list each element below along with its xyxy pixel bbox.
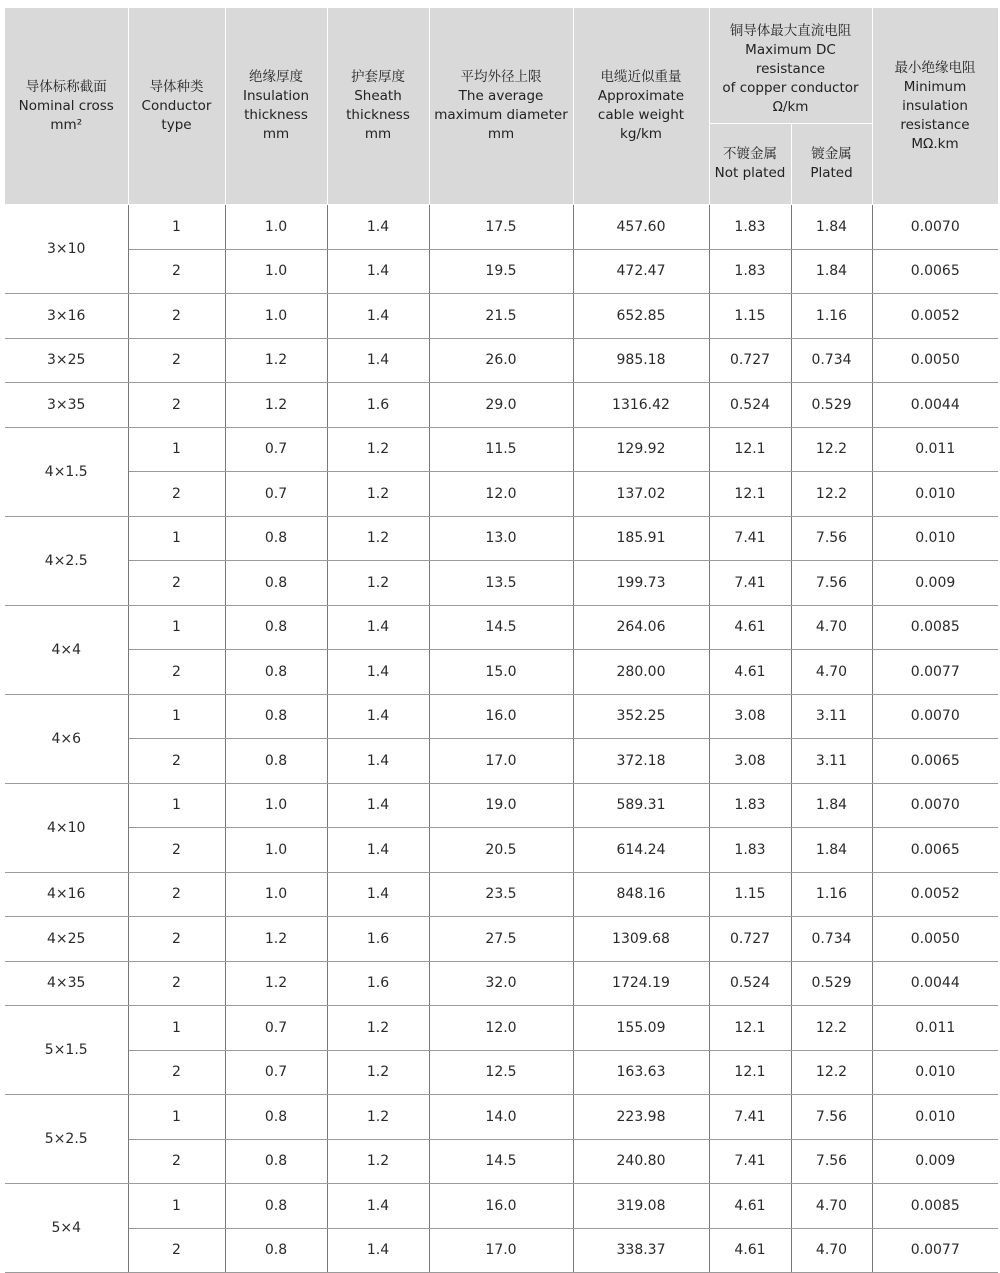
cable-spec-table — [5, 8, 999, 1273]
table-cell: 2 — [128, 872, 225, 917]
table-row — [5, 383, 998, 428]
table-cell: 2 — [128, 739, 225, 784]
table-cell: 12.1 — [709, 1006, 791, 1051]
table-cell: 1.0 — [225, 294, 327, 339]
table-cell: 1.2 — [327, 1095, 429, 1140]
cell-nominal-size: 4×1.5 — [5, 427, 128, 516]
table-cell: 16.0 — [429, 1184, 573, 1229]
table-cell: 14.5 — [429, 605, 573, 650]
table-cell: 0.0050 — [872, 917, 998, 962]
table-cell: 0.0065 — [872, 739, 998, 784]
table-cell: 4.70 — [791, 650, 872, 695]
table-cell: 12.2 — [791, 427, 872, 472]
table-cell: 1.0 — [225, 249, 327, 294]
header-dc-resistance: 铜导体最大直流电阻 Maximum DC resistance of copper conductor Ω/km — [709, 8, 872, 124]
table-cell: 1.2 — [327, 1139, 429, 1184]
table-cell: 1.84 — [791, 828, 872, 873]
table-row — [5, 1050, 998, 1095]
table-cell: 15.0 — [429, 650, 573, 695]
table-cell: 2 — [128, 917, 225, 962]
table-row — [5, 783, 998, 828]
table-cell: 3.08 — [709, 694, 791, 739]
table-header — [5, 8, 998, 205]
table-cell: 1.2 — [327, 1050, 429, 1095]
header-insulation-thickness: 绝缘厚度 Insulation thickness mm — [225, 8, 327, 205]
table-cell: 1.83 — [709, 783, 791, 828]
cell-nominal-size: 5×1.5 — [5, 1006, 128, 1095]
table-cell: 0.727 — [709, 338, 791, 383]
table-cell: 1.0 — [225, 783, 327, 828]
table-cell: 1.2 — [225, 917, 327, 962]
table-cell: 1.83 — [709, 205, 791, 250]
table-cell: 0.8 — [225, 1139, 327, 1184]
table-cell: 2 — [128, 961, 225, 1006]
table-cell: 3.08 — [709, 739, 791, 784]
table-cell: 32.0 — [429, 961, 573, 1006]
table-cell: 1.4 — [327, 828, 429, 873]
table-cell: 1 — [128, 694, 225, 739]
table-cell: 2 — [128, 828, 225, 873]
table-cell: 16.0 — [429, 694, 573, 739]
table-cell: 1 — [128, 1095, 225, 1140]
table-row — [5, 1184, 998, 1229]
table-cell: 1.4 — [327, 650, 429, 695]
table-cell: 1.83 — [709, 249, 791, 294]
table-cell: 0.010 — [872, 472, 998, 517]
table-cell: 2 — [128, 383, 225, 428]
table-cell: 319.08 — [573, 1184, 709, 1229]
table-cell: 26.0 — [429, 338, 573, 383]
table-row — [5, 828, 998, 873]
table-row — [5, 694, 998, 739]
table-cell: 0.0052 — [872, 294, 998, 339]
table-cell: 17.0 — [429, 1228, 573, 1273]
table-cell: 12.2 — [791, 472, 872, 517]
table-row — [5, 961, 998, 1006]
table-cell: 12.0 — [429, 472, 573, 517]
table-cell: 457.60 — [573, 205, 709, 250]
cell-nominal-size: 4×16 — [5, 872, 128, 917]
table-cell: 1.0 — [225, 828, 327, 873]
table-cell: 1.84 — [791, 783, 872, 828]
table-cell: 1.84 — [791, 205, 872, 250]
table-cell: 7.41 — [709, 1095, 791, 1140]
table-cell: 7.56 — [791, 516, 872, 561]
table-cell: 12.2 — [791, 1050, 872, 1095]
table-cell: 985.18 — [573, 338, 709, 383]
table-cell: 280.00 — [573, 650, 709, 695]
table-cell: 0.7 — [225, 1006, 327, 1051]
table-cell: 1.4 — [327, 872, 429, 917]
table-cell: 0.009 — [872, 561, 998, 606]
table-cell: 4.61 — [709, 650, 791, 695]
table-cell: 0.529 — [791, 961, 872, 1006]
table-cell: 1.4 — [327, 294, 429, 339]
table-cell: 1.2 — [327, 561, 429, 606]
header-cable-weight: 电缆近似重量 Approximate cable weight kg/km — [573, 8, 709, 205]
table-row — [5, 472, 998, 517]
table-cell: 2 — [128, 650, 225, 695]
table-cell: 0.0065 — [872, 249, 998, 294]
table-cell: 1.4 — [327, 338, 429, 383]
table-cell: 4.70 — [791, 1228, 872, 1273]
cell-nominal-size: 5×4 — [5, 1184, 128, 1273]
table-cell: 352.25 — [573, 694, 709, 739]
header-conductor-type: 导体种类 Conductor type — [128, 8, 225, 205]
table-cell: 137.02 — [573, 472, 709, 517]
table-cell: 2 — [128, 294, 225, 339]
table-row — [5, 561, 998, 606]
table-cell: 14.5 — [429, 1139, 573, 1184]
table-cell: 1.4 — [327, 205, 429, 250]
table-cell: 1309.68 — [573, 917, 709, 962]
table-cell: 0.0070 — [872, 205, 998, 250]
table-cell: 7.41 — [709, 516, 791, 561]
table-cell: 1.83 — [709, 828, 791, 873]
table-cell: 1.2 — [225, 961, 327, 1006]
table-cell: 614.24 — [573, 828, 709, 873]
table-row — [5, 338, 998, 383]
table-cell: 4.70 — [791, 1184, 872, 1229]
table-cell: 0.0077 — [872, 650, 998, 695]
table-cell: 0.8 — [225, 694, 327, 739]
table-cell: 589.31 — [573, 783, 709, 828]
table-cell: 163.63 — [573, 1050, 709, 1095]
table-row — [5, 1095, 998, 1140]
table-cell: 1.4 — [327, 1228, 429, 1273]
header-not-plated: 不镀金属 Not plated — [709, 124, 791, 205]
table-cell: 29.0 — [429, 383, 573, 428]
table-cell: 1.6 — [327, 383, 429, 428]
table-cell: 0.8 — [225, 516, 327, 561]
table-cell: 0.0044 — [872, 383, 998, 428]
table-cell: 27.5 — [429, 917, 573, 962]
table-cell: 12.1 — [709, 427, 791, 472]
table-cell: 12.2 — [791, 1006, 872, 1051]
table-cell: 223.98 — [573, 1095, 709, 1140]
table-cell: 0.727 — [709, 917, 791, 962]
table-cell: 372.18 — [573, 739, 709, 784]
cell-nominal-size: 3×10 — [5, 205, 128, 294]
table-cell: 12.1 — [709, 1050, 791, 1095]
table-row — [5, 650, 998, 695]
table-cell: 23.5 — [429, 872, 573, 917]
cell-nominal-size: 3×25 — [5, 338, 128, 383]
table-cell: 20.5 — [429, 828, 573, 873]
table-cell: 0.7 — [225, 427, 327, 472]
table-cell: 0.011 — [872, 427, 998, 472]
header-sheath-thickness: 护套厚度 Sheath thickness mm — [327, 8, 429, 205]
table-row — [5, 1228, 998, 1273]
table-row — [5, 294, 998, 339]
table-cell: 0.0085 — [872, 1184, 998, 1229]
table-cell: 1 — [128, 1184, 225, 1229]
table-cell: 0.010 — [872, 1050, 998, 1095]
table-row — [5, 249, 998, 294]
table-cell: 1 — [128, 427, 225, 472]
table-cell: 7.56 — [791, 1095, 872, 1140]
table-cell: 1.4 — [327, 694, 429, 739]
table-cell: 1.4 — [327, 1184, 429, 1229]
table-cell: 240.80 — [573, 1139, 709, 1184]
table-row — [5, 739, 998, 784]
table-cell: 1.2 — [225, 383, 327, 428]
cell-nominal-size: 4×35 — [5, 961, 128, 1006]
table-cell: 7.56 — [791, 1139, 872, 1184]
table-row — [5, 427, 998, 472]
table-cell: 1 — [128, 516, 225, 561]
table-cell: 21.5 — [429, 294, 573, 339]
table-cell: 0.8 — [225, 739, 327, 784]
table-cell: 1 — [128, 205, 225, 250]
table-cell: 1 — [128, 605, 225, 650]
table-cell: 0.8 — [225, 650, 327, 695]
table-body — [5, 205, 998, 1273]
table-cell: 12.0 — [429, 1006, 573, 1051]
table-cell: 14.0 — [429, 1095, 573, 1140]
table-cell: 12.5 — [429, 1050, 573, 1095]
table-cell: 1.4 — [327, 739, 429, 784]
table-cell: 0.0065 — [872, 828, 998, 873]
table-cell: 0.009 — [872, 1139, 998, 1184]
table-row — [5, 1006, 998, 1051]
table-cell: 1.84 — [791, 249, 872, 294]
cell-nominal-size: 3×16 — [5, 294, 128, 339]
table-cell: 338.37 — [573, 1228, 709, 1273]
table-cell: 4.61 — [709, 1184, 791, 1229]
table-cell: 1.6 — [327, 917, 429, 962]
header-plated: 镀金属 Plated — [791, 124, 872, 205]
table-cell: 848.16 — [573, 872, 709, 917]
header-average-diameter: 平均外径上限 The average maximum diameter mm — [429, 8, 573, 205]
table-cell: 0.0070 — [872, 783, 998, 828]
table-cell: 0.734 — [791, 917, 872, 962]
table-cell: 0.010 — [872, 516, 998, 561]
table-cell: 0.0052 — [872, 872, 998, 917]
table-cell: 2 — [128, 338, 225, 383]
table-cell: 0.0050 — [872, 338, 998, 383]
cell-nominal-size: 4×10 — [5, 783, 128, 872]
table-cell: 3.11 — [791, 739, 872, 784]
table-row — [5, 872, 998, 917]
cell-nominal-size: 4×6 — [5, 694, 128, 783]
table-cell: 19.0 — [429, 783, 573, 828]
table-row — [5, 205, 998, 250]
table-cell: 2 — [128, 1228, 225, 1273]
table-cell: 1.16 — [791, 872, 872, 917]
table-cell: 1.16 — [791, 294, 872, 339]
cell-nominal-size: 3×35 — [5, 383, 128, 428]
table-cell: 0.010 — [872, 1095, 998, 1140]
table-cell: 0.8 — [225, 1095, 327, 1140]
table-cell: 1.4 — [327, 249, 429, 294]
cell-nominal-size: 4×4 — [5, 605, 128, 694]
table-row — [5, 1139, 998, 1184]
header-nominal-cross: 导体标称截面 Nominal cross mm² — [5, 8, 128, 205]
table-cell: 155.09 — [573, 1006, 709, 1051]
table-row — [5, 917, 998, 962]
table-cell: 1724.19 — [573, 961, 709, 1006]
table-cell: 12.1 — [709, 472, 791, 517]
table-cell: 264.06 — [573, 605, 709, 650]
table-cell: 0.7 — [225, 472, 327, 517]
table-cell: 0.734 — [791, 338, 872, 383]
table-cell: 4.61 — [709, 1228, 791, 1273]
table-cell: 2 — [128, 561, 225, 606]
table-cell: 13.5 — [429, 561, 573, 606]
table-cell: 652.85 — [573, 294, 709, 339]
table-cell: 0.529 — [791, 383, 872, 428]
table-cell: 17.5 — [429, 205, 573, 250]
table-cell: 17.0 — [429, 739, 573, 784]
table-cell: 2 — [128, 472, 225, 517]
table-cell: 0.7 — [225, 1050, 327, 1095]
table-cell: 199.73 — [573, 561, 709, 606]
table-cell: 3.11 — [791, 694, 872, 739]
table-cell: 1 — [128, 1006, 225, 1051]
table-cell: 1 — [128, 783, 225, 828]
table-cell: 11.5 — [429, 427, 573, 472]
table-cell: 472.47 — [573, 249, 709, 294]
table-cell: 0.8 — [225, 561, 327, 606]
table-cell: 0.011 — [872, 1006, 998, 1051]
cell-nominal-size: 4×2.5 — [5, 516, 128, 605]
table-cell: 13.0 — [429, 516, 573, 561]
table-cell: 2 — [128, 1050, 225, 1095]
table-cell: 1.15 — [709, 294, 791, 339]
table-cell: 0.8 — [225, 605, 327, 650]
cell-nominal-size: 5×2.5 — [5, 1095, 128, 1184]
table-cell: 1.4 — [327, 783, 429, 828]
table-cell: 1.2 — [327, 516, 429, 561]
table-cell: 7.41 — [709, 1139, 791, 1184]
table-cell: 0.8 — [225, 1228, 327, 1273]
table-cell: 1.6 — [327, 961, 429, 1006]
table-cell: 0.524 — [709, 961, 791, 1006]
table-cell: 0.8 — [225, 1184, 327, 1229]
table-row — [5, 605, 998, 650]
table-cell: 2 — [128, 1139, 225, 1184]
table-cell: 0.0077 — [872, 1228, 998, 1273]
table-cell: 0.0085 — [872, 605, 998, 650]
table-cell: 0.524 — [709, 383, 791, 428]
table-cell: 7.56 — [791, 561, 872, 606]
table-cell: 1.0 — [225, 872, 327, 917]
table-cell: 1.2 — [225, 338, 327, 383]
table-cell: 4.70 — [791, 605, 872, 650]
table-cell: 1.0 — [225, 205, 327, 250]
table-cell: 1.15 — [709, 872, 791, 917]
table-cell: 4.61 — [709, 605, 791, 650]
table-cell: 1316.42 — [573, 383, 709, 428]
table-row — [5, 516, 998, 561]
table-cell: 7.41 — [709, 561, 791, 606]
table-cell: 1.2 — [327, 1006, 429, 1051]
table-cell: 1.4 — [327, 605, 429, 650]
table-cell: 1.2 — [327, 472, 429, 517]
table-cell: 0.0070 — [872, 694, 998, 739]
cell-nominal-size: 4×25 — [5, 917, 128, 962]
table-cell: 1.2 — [327, 427, 429, 472]
header-insulation-resistance: 最小绝缘电阻 Minimum insulation resistance MΩ.km — [872, 8, 998, 205]
table-cell: 129.92 — [573, 427, 709, 472]
table-cell: 19.5 — [429, 249, 573, 294]
table-cell: 0.0044 — [872, 961, 998, 1006]
table-cell: 185.91 — [573, 516, 709, 561]
table-cell: 2 — [128, 249, 225, 294]
